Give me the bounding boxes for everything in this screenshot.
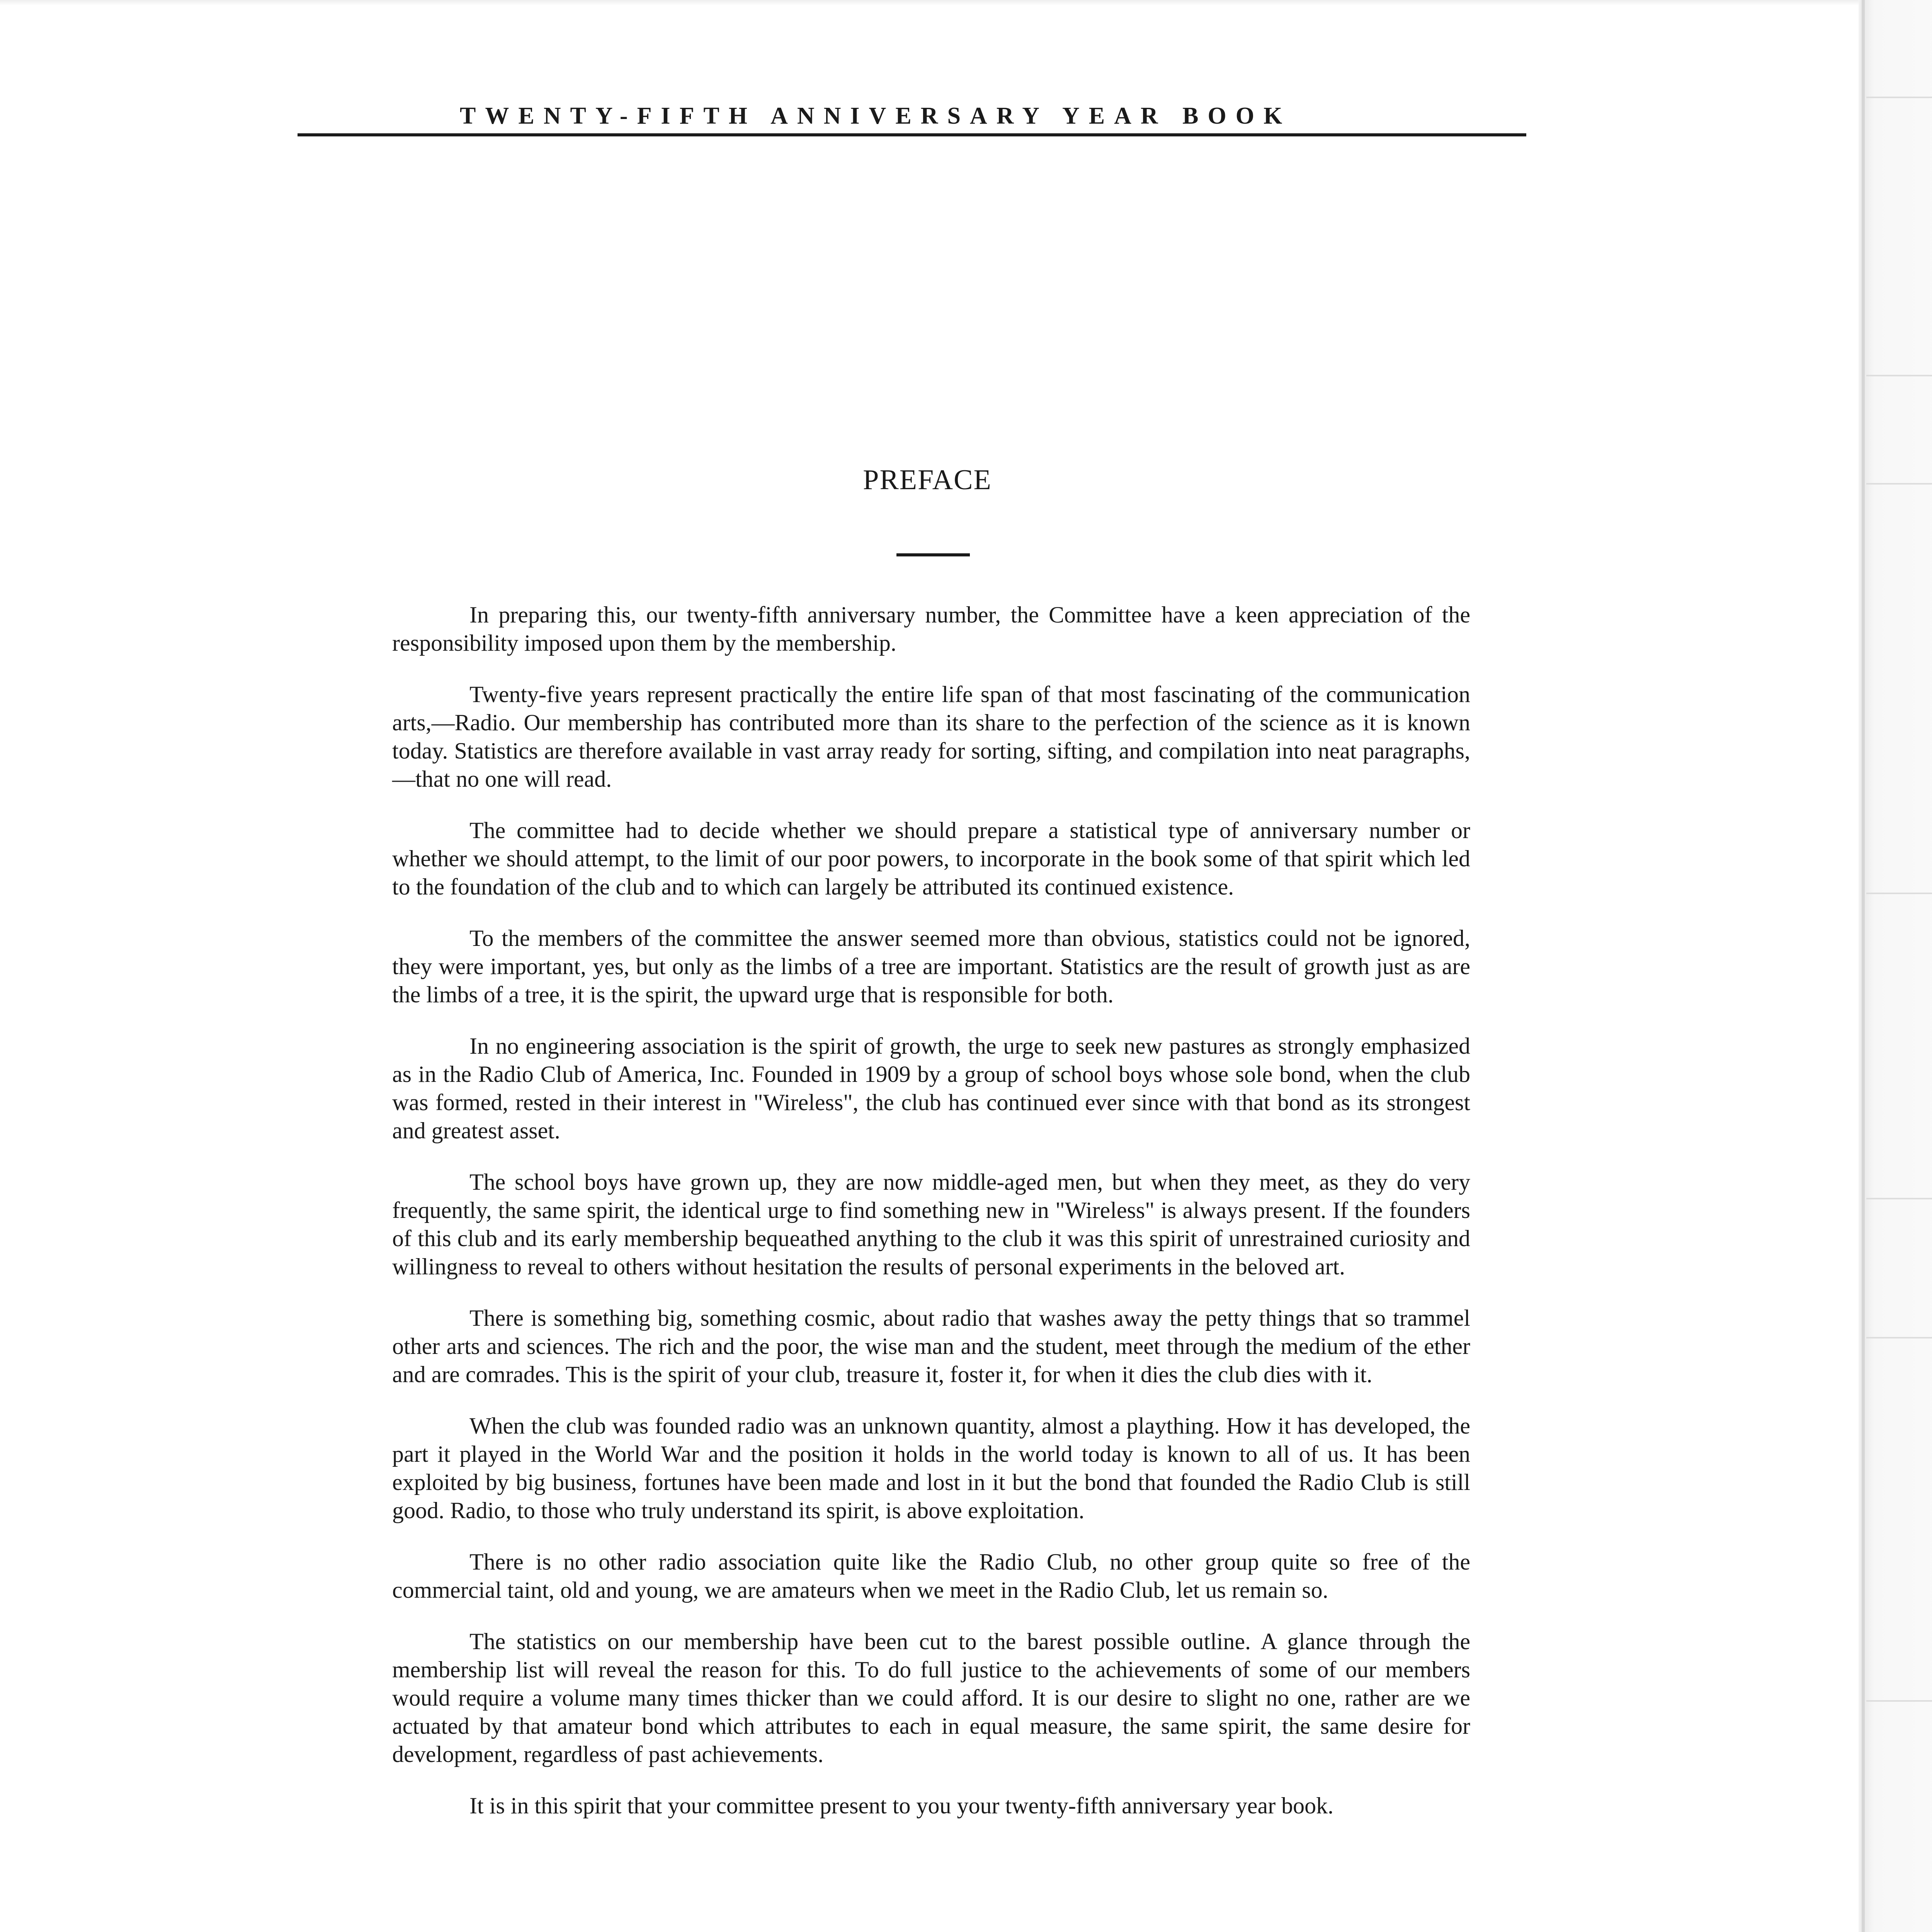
scan-edge-tick (1866, 97, 1932, 98)
paragraph: The school boys have grown up, they are now middle-aged men, but when they meet, as they do very frequently, the same spirit, the identical urge to find something new in "Wireless" is always present. If the founders of this club and its early membership bequeathed anything to the club it was this spirit of unrestrained curiosity and willingness to reveal to others without hesitation the results of personal experiments in the beloved art. (392, 1169, 1470, 1279)
scan-edge-tick (1866, 893, 1932, 894)
title-rule (896, 553, 970, 556)
running-head-text: TWENTY-FIFTH ANNIVERSARY YEAR BOOK (460, 103, 1292, 129)
paragraph: In no engineering association is the spirit of growth, the urge to seek new pastures as strongly emphasized as in the Radio Club of America, Inc. Founded in 1909 by a group of school boys whose sole bond, when the club was formed, rested in their interest in "Wireless", the club has continued ever since with that bond as its strongest and greatest asset. (392, 1033, 1470, 1143)
paragraph: There is something big, something cosmic, about radio that washes away the petty things that so trammel other arts and sciences. The rich and the poor, the wise man and the student, meet through the medium of the ether and are comrades. This is the spirit of your club, treasure it, foster it, for when it dies the club dies with it. (392, 1305, 1470, 1387)
paragraph: The committee had to decide whether we should prepare a statistical type of anniversary number or whether we should attempt, to the limit of our poor powers, to incorporate in the book some of that spirit which led to the foundation of the club and to which can largely be attributed its continued existence. (392, 818, 1470, 900)
running-head (298, 99, 1526, 136)
scan-top-shadow (0, 0, 1862, 5)
paragraph: To the members of the committee the answer seemed more than obvious, statistics could not be ignored, they were important, yes, but only as the limbs of a tree are important. Statistics are the result of growth just as are the limbs of a tree, it is the spirit, the upward urge that is responsible for both. (392, 925, 1470, 1007)
paragraph: It is in this spirit that your committee present to you your twenty-fifth anniversary year book. (469, 1793, 1334, 1818)
scan-edge-tick (1866, 483, 1932, 485)
paragraph: There is no other radio association quite like the Radio Club, no other group quite so free of the commercial taint, old and young, we are amateurs when we meet in the Radio Club, let us remain so. (392, 1549, 1470, 1603)
paragraph: Twenty-five years represent practically the entire life span of that most fascinating of the communication arts,—Radio. Our membership has contributed more than its share to the perfection of the science as it is known today. Statistics are therefore available in vast array ready for sorting, sifting, and compilation into neat paragraphs,—that no one will read. (392, 682, 1470, 792)
scan-edge-line (1862, 0, 1865, 1932)
paragraph: When the club was founded radio was an unknown quantity, almost a plaything. How it has developed, the part it played in the World War and the position it holds in the world today is known to all of us. It has been exploited by big business, fortunes have been made and lost in it but the bond that founded the Radio Club is still good. Radio, to those who truly understand its spirit, is above exploitation. (392, 1413, 1470, 1523)
page-title: PREFACE (863, 464, 992, 496)
paragraph: In preparing this, our twenty-fifth anniversary number, the Committee have a keen appreciation of the responsibility imposed upon them by the membership. (392, 602, 1470, 656)
scan-edge-tick (1866, 1700, 1932, 1702)
paragraph: The statistics on our membership have been cut to the barest possible outline. A glance through the membership list will reveal the reason for this. To do full justice to the achievements of some of our members would require a volume many times thicker than we could afford. It is our desire to slight no one, rather are we actuated by that amateur bond which attributes to each in equal measure, the same spirit, the same desire for development, regardless of past achievements. (392, 1629, 1470, 1767)
preface-body (392, 601, 1470, 1843)
scan-edge-tick (1866, 1337, 1932, 1338)
scan-edge-tick (1866, 375, 1932, 376)
scan-edge-shadow (1859, 0, 1932, 1932)
scan-edge-tick (1866, 1198, 1932, 1199)
